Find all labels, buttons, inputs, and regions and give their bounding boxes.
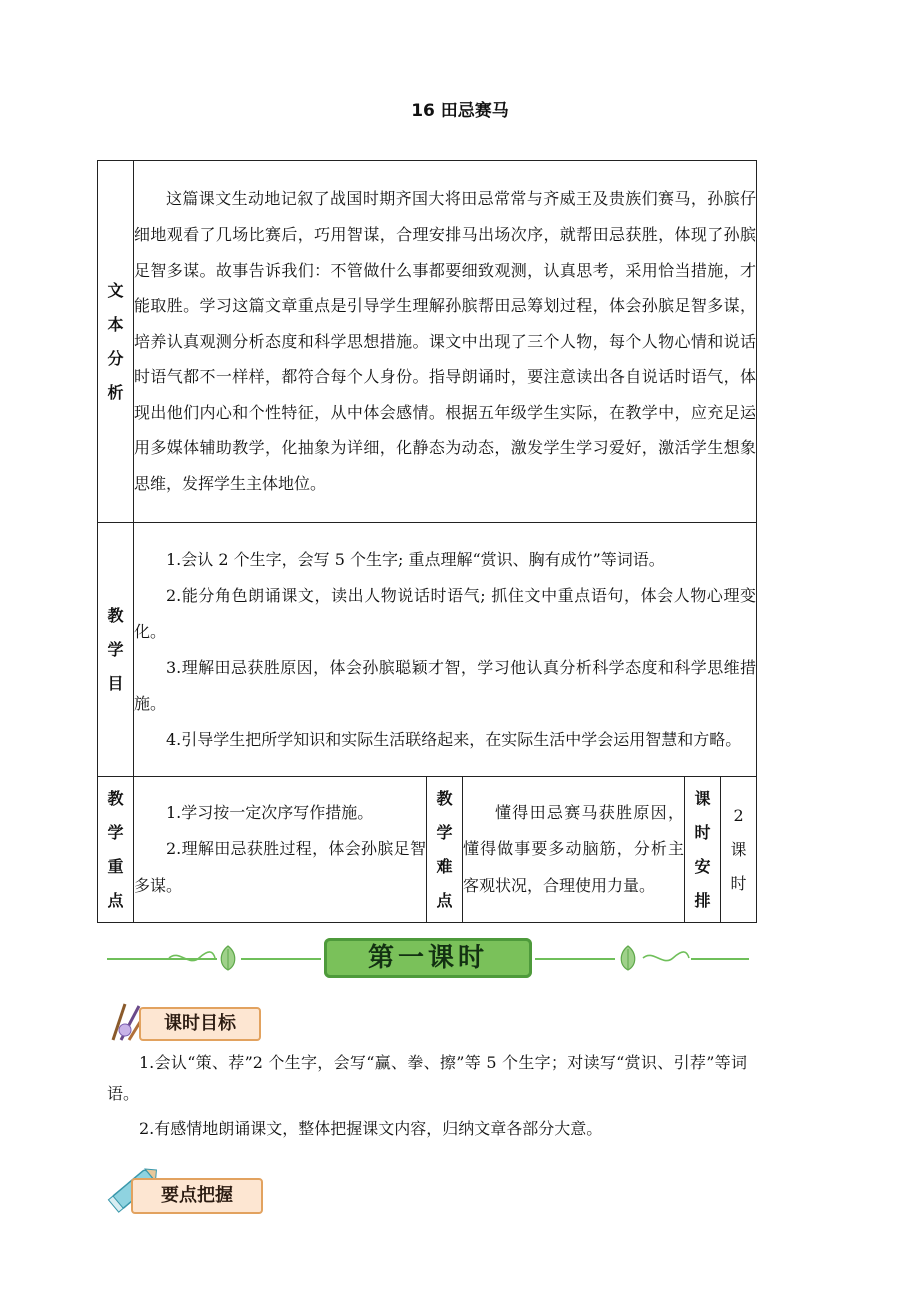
banner-line-right-2: [535, 958, 615, 960]
page-title: 16 田忌赛马: [411, 101, 509, 121]
keypoints-badge: [105, 1162, 265, 1214]
key-points-content: [134, 777, 427, 923]
objectives-list: [107, 1047, 747, 1144]
objective-item: 2.有感情地朗诵课文，整体把握课文内容，归纳文章各部分大意。: [139, 1119, 603, 1138]
goal-item: 4.引导学生把所学知识和实际生活联络起来，在实际生活中学会运用智慧和方略。: [166, 729, 742, 749]
analysis-text: 这篇课文生动地记叙了战国时期齐国大将田忌常常与齐威王及贵族们赛马，孙膑仔细地观看了几场比赛后，巧用智谋，合理安排马出场次序，就帮田忌获胜，体现了孙膑足智多谋。故事告诉我们：不管做什么事都要细致观测，认真思考，采用恰当措施，才能取胜。学习这篇文章重点是引导学生理解孙膑帮田忌筹划过程，体会孙膑足智多谋，培养认真观测分析态度和科学思想措施。课文中出现了三个人物，每个人物心情和说话时语气都不一样样，都符合每个人身份。指导朗诵时，要注意读出各自说话时语气，体现出他们内心和个性特征，从中体会感情。根据五年级学生实际，在教学中，应充足运用多媒体辅助教学，化抽象为详细，化静态为动态，激发学生学习爱好，激活学生想象思维，发挥学生主体地位。: [134, 189, 757, 494]
difficulties-text: 懂得田忌赛马获胜原因，懂得做事要多动脑筋，分析主客观状况，合理使用力量。: [463, 802, 684, 895]
keypoints-badge-label: 要点把握: [131, 1178, 263, 1214]
key-points-label: 教 学 重 点: [98, 777, 134, 923]
swirl-icon: [641, 947, 691, 969]
leaf-icon: [617, 945, 639, 971]
banner-line-right: [691, 958, 749, 960]
banner-line-left-2: [241, 958, 321, 960]
banner-title: 第一课时: [367, 943, 488, 973]
key-point-item: 2.理解田忌获胜过程，体会孙膑足智多谋。: [134, 839, 426, 895]
objective-item: 1.会认“策、荐”2 个生字，会写“赢、拳、擦”等 5 个生字；对读写“赏识、引荐”等词语。: [107, 1053, 747, 1103]
goal-item: 3.理解田忌获胜原因，体会孙膑聪颖才智，学习他认真分析科学态度和科学思维措施。: [134, 657, 757, 713]
schedule-value: 2 课 时: [721, 777, 757, 923]
analysis-label: 文 本 分 析: [98, 161, 134, 523]
difficulties-content: [463, 777, 685, 923]
objectives-badge-label: 课时目标: [139, 1007, 261, 1041]
swirl-icon: [167, 947, 217, 969]
schedule-label: 课 时 安 排: [685, 777, 721, 923]
banner-plaque: [324, 938, 532, 978]
analysis-content: [134, 161, 757, 523]
objectives-badge: [105, 1000, 265, 1042]
key-point-item: 1.学习按一定次序写作措施。: [166, 802, 374, 822]
leaf-icon: [217, 945, 239, 971]
lesson-banner: [107, 935, 749, 980]
goals-label: 教 学 目: [98, 523, 134, 777]
goal-item: 1.会认 2 个生字，会写 5 个生字; 重点理解“赏识、胸有成竹”等词语。: [166, 549, 665, 569]
difficulties-label: 教 学 难 点: [427, 777, 463, 923]
goals-content: [134, 523, 757, 777]
goal-item: 2.能分角色朗诵课文，读出人物说话时语气; 抓住文中重点语句，体会人物心理变化。: [134, 585, 757, 641]
lesson-table: [97, 160, 757, 923]
